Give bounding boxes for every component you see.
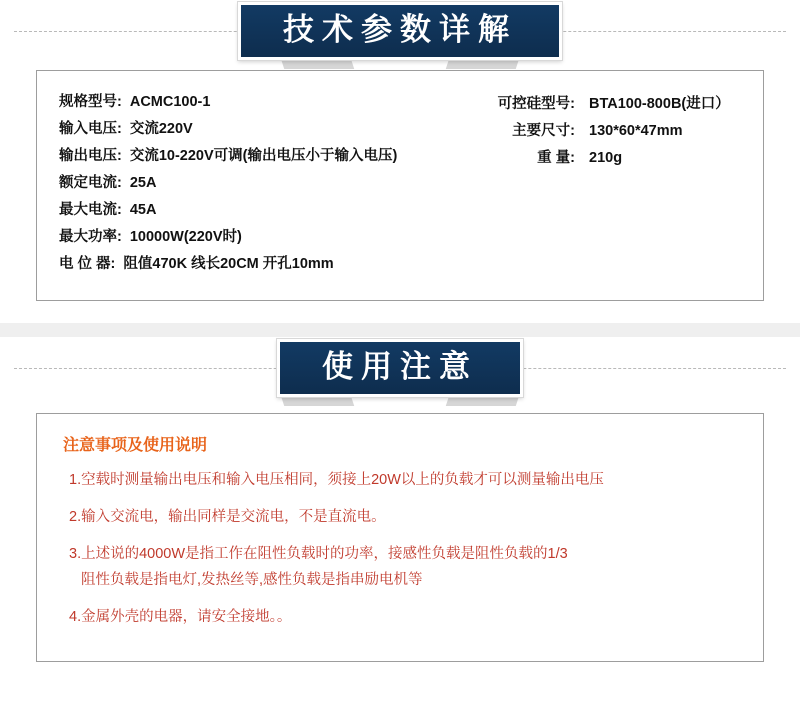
spec-row bbox=[59, 89, 489, 116]
notice-heading: 注意事项及使用说明 bbox=[63, 437, 208, 454]
notice-item-text: 3.上述说的4000W是指工作在阻性负载时的功率，接感性负载是阻性负载的1/3 bbox=[69, 546, 568, 562]
spec-value: 交流220V bbox=[129, 121, 193, 137]
spec-column-left bbox=[59, 89, 489, 278]
notice-item-text: 4.金属外壳的电器，请安全接地。。 bbox=[69, 609, 292, 625]
spec-row bbox=[59, 224, 489, 251]
spec-row bbox=[489, 145, 743, 172]
section-banner-notice bbox=[14, 337, 786, 399]
spec-key: 重 量: bbox=[537, 150, 575, 166]
spec-key: 输入电压: bbox=[59, 121, 122, 137]
spec-value: 130*60*47mm bbox=[589, 123, 683, 139]
notice-item-subtext: 阻性负载是指电灯,发热丝等,感性负载是指串励电机等 bbox=[81, 572, 423, 588]
spec-key: 规格型号: bbox=[59, 94, 122, 110]
spec-key: 最大电流: bbox=[59, 202, 122, 218]
spec-key: 可控硅型号: bbox=[497, 96, 575, 112]
bottom-spacer bbox=[0, 662, 800, 672]
notice-item bbox=[63, 504, 741, 530]
spec-row bbox=[59, 170, 489, 197]
spec-value: 45A bbox=[129, 202, 157, 218]
spec-value: 交流10-220V可调(输出电压小于输入电压) bbox=[129, 148, 398, 164]
section-title-notice: 使用注意 bbox=[277, 339, 523, 398]
section-banner-specs bbox=[14, 0, 786, 62]
spec-row bbox=[489, 118, 743, 145]
spec-value: 210g bbox=[589, 150, 623, 166]
notice-item bbox=[63, 541, 741, 593]
spec-key: 主要尺寸: bbox=[512, 123, 575, 139]
spec-key: 输出电压: bbox=[59, 148, 122, 164]
spec-row bbox=[59, 197, 489, 224]
spec-row bbox=[489, 91, 743, 118]
spec-key: 最大功率: bbox=[59, 229, 122, 245]
spec-value: BTA100-800B(进口） bbox=[589, 96, 730, 112]
notice-item-text: 1.空载时测量输出电压和输入电压相同，须接上20W以上的负载才可以测量输出电压 bbox=[69, 472, 604, 488]
section-title-specs: 技术参数详解 bbox=[238, 2, 562, 61]
notice-item bbox=[63, 467, 741, 493]
spec-value: 阻值470K 线长20CM 开孔10mm bbox=[123, 256, 334, 272]
spec-key: 电 位 器: bbox=[59, 256, 116, 272]
spec-row bbox=[59, 251, 489, 278]
notice-panel bbox=[36, 413, 764, 662]
spec-key: 额定电流: bbox=[59, 175, 122, 191]
spec-value: ACMC100-1 bbox=[129, 94, 211, 110]
spec-value: 25A bbox=[129, 175, 157, 191]
spec-value: 10000W(220V时) bbox=[129, 229, 242, 245]
spec-table bbox=[36, 70, 764, 301]
spec-column-right bbox=[489, 89, 743, 278]
notice-item-text: 2.输入交流电，输出同样是交流电，不是直流电。 bbox=[69, 509, 386, 525]
notice-item bbox=[63, 604, 741, 630]
spec-row bbox=[59, 143, 489, 170]
section-separator-band bbox=[0, 323, 800, 337]
spec-row bbox=[59, 116, 489, 143]
